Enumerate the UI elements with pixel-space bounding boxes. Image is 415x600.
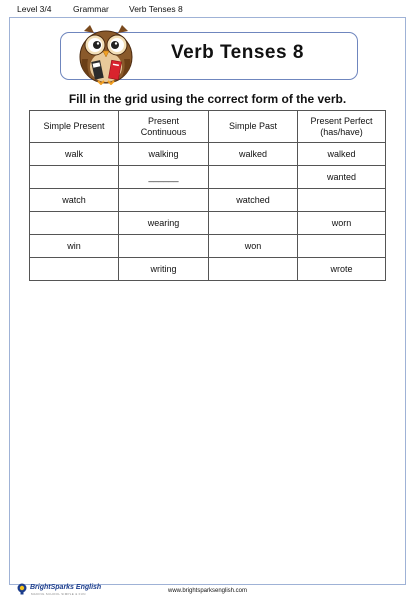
table-row bbox=[30, 143, 386, 166]
grid-cell[interactable] bbox=[119, 235, 209, 258]
grid-cell[interactable]: wanted bbox=[298, 166, 386, 189]
grid-cell[interactable]: writing bbox=[119, 258, 209, 281]
table-row bbox=[30, 235, 386, 258]
grid-cell[interactable]: ______ bbox=[119, 166, 209, 189]
grid-header-row bbox=[30, 111, 386, 143]
brand-tagline: MAKING SCHOOL SIMPLE & FUN bbox=[31, 592, 86, 596]
grid-cell[interactable]: walked bbox=[209, 143, 298, 166]
grid-cell[interactable] bbox=[119, 189, 209, 212]
column-header-simple-present: Simple Present bbox=[30, 111, 119, 143]
table-row bbox=[30, 166, 386, 189]
grid-cell[interactable] bbox=[30, 258, 119, 281]
table-row bbox=[30, 189, 386, 212]
instruction-text: Fill in the grid using the correct form of the verb. bbox=[68, 92, 347, 106]
subject-label: Grammar bbox=[73, 4, 109, 14]
grid-cell[interactable] bbox=[30, 166, 119, 189]
owl-reading-book-icon bbox=[70, 23, 142, 85]
column-header-simple-past: Simple Past bbox=[209, 111, 298, 143]
column-header-present-continuous: Present Continuous bbox=[119, 111, 209, 143]
grid-cell[interactable]: worn bbox=[298, 212, 386, 235]
grid-cell[interactable] bbox=[209, 212, 298, 235]
grid-cell[interactable]: walking bbox=[119, 143, 209, 166]
top-header bbox=[0, 0, 415, 18]
grid-cell[interactable]: walk bbox=[30, 143, 119, 166]
grid-cell[interactable]: won bbox=[209, 235, 298, 258]
page-title: Verb Tenses 8 bbox=[171, 42, 304, 63]
table-row bbox=[30, 258, 386, 281]
grid-cell[interactable]: watch bbox=[30, 189, 119, 212]
brand-name: BrightSparks English bbox=[30, 584, 102, 591]
grid-cell[interactable] bbox=[298, 235, 386, 258]
table-row bbox=[30, 212, 386, 235]
grid-cell[interactable]: walked bbox=[298, 143, 386, 166]
grid-cell[interactable]: wearing bbox=[119, 212, 209, 235]
grid-cell[interactable]: win bbox=[30, 235, 119, 258]
grid-cell[interactable] bbox=[209, 166, 298, 189]
column-header-present-perfect: Present Perfect (has/have) bbox=[298, 111, 386, 143]
topic-label: Verb Tenses 8 bbox=[129, 4, 183, 14]
verb-tense-grid bbox=[29, 110, 386, 281]
website-url[interactable]: www.brightsparksenglish.com bbox=[167, 588, 248, 594]
grid-cell[interactable]: watched bbox=[209, 189, 298, 212]
grid-cell[interactable] bbox=[30, 212, 119, 235]
level-label: Level 3/4 bbox=[17, 4, 52, 14]
grid-cell[interactable]: wrote bbox=[298, 258, 386, 281]
grid-cell[interactable] bbox=[298, 189, 386, 212]
grid-cell[interactable] bbox=[209, 258, 298, 281]
